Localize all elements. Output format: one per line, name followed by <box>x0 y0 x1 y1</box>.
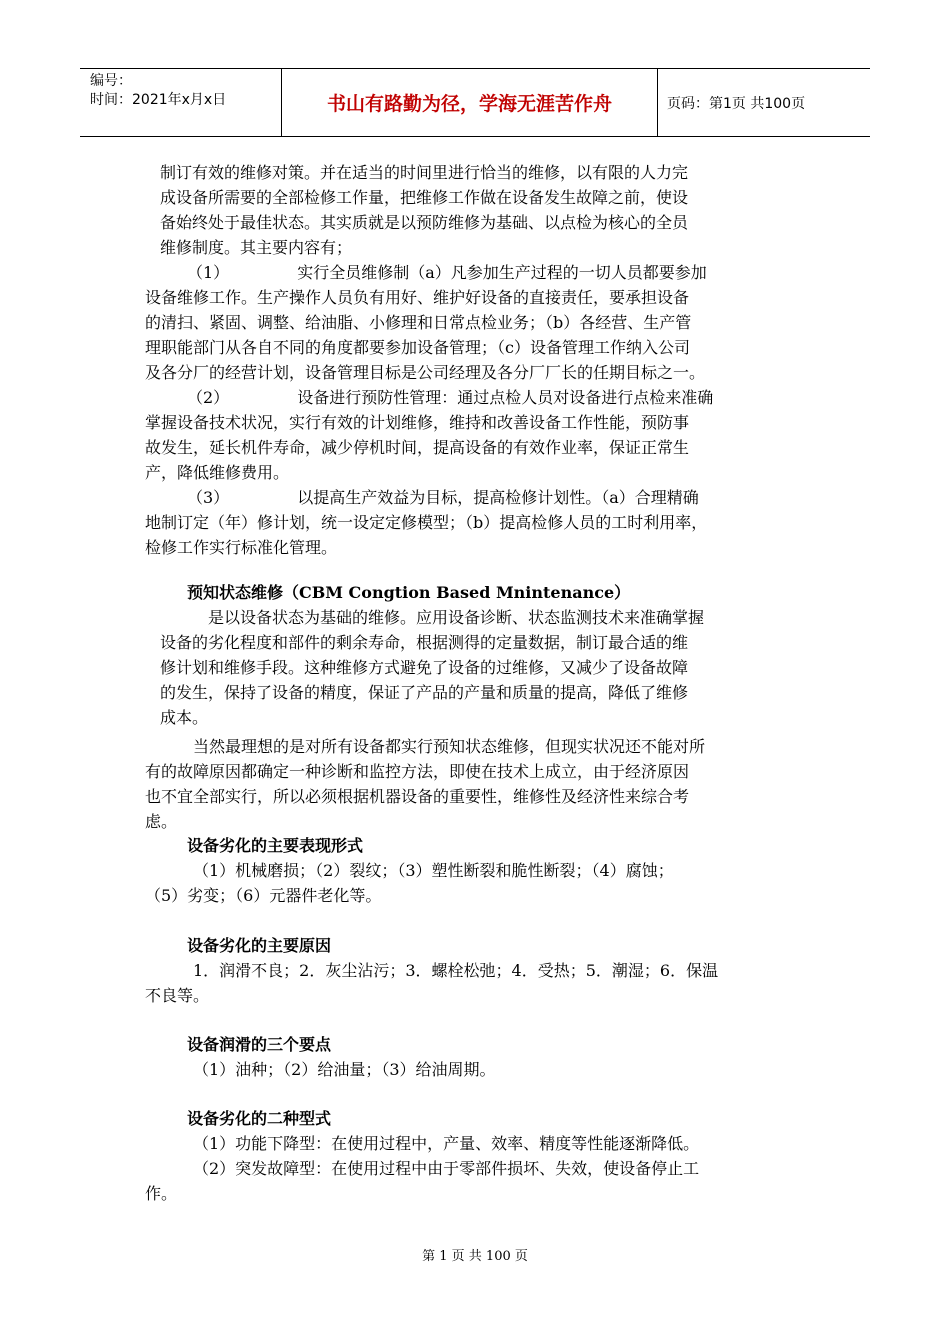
text-line: 掌握设备技术状况，实行有效的计划维修，维持和改善设备工作性能，预防事 <box>145 413 690 432</box>
text-line: 维修制度。其主要内容有； <box>160 238 353 257</box>
section-heading-cbm: 预知状态维修（CBM Congtion Based Mnintenance） <box>187 583 631 602</box>
time-label: 时间：2021年x月x日 <box>90 92 227 108</box>
text-line: 当然最理想的是对所有设备都实行预知状态维修，但现实状况还不能对所 <box>193 737 706 756</box>
text-line: （5）劣变；（6）元器件老化等。 <box>145 886 382 905</box>
text-line: 备始终处于最佳状态。其实质就是以预防维修为基础、以点检为核心的全员 <box>160 213 689 232</box>
section-heading-causes: 设备劣化的主要原因 <box>187 936 332 955</box>
text-line: 检修工作实行标准化管理。 <box>145 538 338 557</box>
header-table <box>80 68 870 137</box>
text-line: （1）功能下降型：在使用过程中，产量、效率、精度等性能逐渐降低。 <box>193 1134 700 1153</box>
text-line: 故发生，延长机件寿命，减少停机时间，提高设备的有效作业率，保证正常生 <box>145 438 690 457</box>
section-heading-types: 设备劣化的二种型式 <box>187 1109 332 1128</box>
section-heading-lubrication: 设备润滑的三个要点 <box>187 1035 332 1054</box>
text-line: 不良等。 <box>145 986 210 1005</box>
text-line: 的清扫、紧固、调整、给油脂、小修理和日常点检业务；（b）各经营、生产管 <box>145 313 692 332</box>
item-text: 设备进行预防性管理：通过点检人员对设备进行点检来准确 <box>297 388 714 407</box>
text-line: （1）机械磨损；（2）裂纹；（3）塑性断裂和脆性断裂；（4）腐蚀； <box>193 861 674 880</box>
text-line: 修计划和维修手段。这种维修方式避免了设备的过维修，又减少了设备故障 <box>160 658 689 677</box>
page-footer: 第 1 页 共 100 页 <box>422 1249 528 1264</box>
list-item-1-first-line <box>187 260 707 285</box>
item-text: 以提高生产效益为目标，提高检修计划性。（a）合理精确 <box>297 488 699 507</box>
text-line: 设备维修工作。生产操作人员负有用好、维护好设备的直接责任，要承担设备 <box>145 288 690 307</box>
text-line: 作。 <box>145 1184 178 1203</box>
item-number: （3） <box>187 488 230 507</box>
header-page-info: 页码：第1页 共100页 <box>667 95 806 112</box>
text-line: 有的故障原因都确定一种诊断和监控方法，即使在技术上成立，由于经济原因 <box>145 762 690 781</box>
list-item-3-first-line <box>187 485 699 510</box>
header-meta <box>80 69 282 136</box>
text-line: 是以设备状态为基础的维修。应用设备诊断、状态监测技术来准确掌握 <box>208 608 705 627</box>
text-line: 产，降低维修费用。 <box>145 463 290 482</box>
text-line: 及各分厂的经营计划，设备管理目标是公司经理及各分厂厂长的任期目标之一。 <box>145 363 706 382</box>
text-line: 1．润滑不良；2．灰尘沾污；3．螺栓松弛；4．受热；5．潮湿；6．保温 <box>193 961 719 980</box>
section-heading-forms: 设备劣化的主要表现形式 <box>187 836 364 855</box>
text-line: （2）突发故障型：在使用过程中由于零部件损坏、失效，使设备停止工 <box>193 1159 700 1178</box>
number-label: 编号： <box>90 73 132 89</box>
text-line: 成设备所需要的全部检修工作量，把维修工作做在设备发生故障之前，使设 <box>160 188 689 207</box>
text-line: 的发生，保持了设备的精度，保证了产品的产量和质量的提高，降低了维修 <box>160 683 689 702</box>
list-item-2-first-line <box>187 385 713 410</box>
text-line: 理职能部门从各自不同的角度都要参加设备管理；（c）设备管理工作纳入公司 <box>145 338 690 357</box>
header-motto: 书山有路勤为径，学海无涯苦作舟 <box>282 69 658 136</box>
item-text: 实行全员维修制（a）凡参加生产过程的一切人员都要参加 <box>297 263 707 282</box>
text-line: 虑。 <box>145 812 178 831</box>
text-line: （1）油种；（2）给油量；（3）给油周期。 <box>193 1060 496 1079</box>
text-line: 成本。 <box>160 708 209 727</box>
item-number: （2） <box>187 388 230 407</box>
item-number: （1） <box>187 263 230 282</box>
text-line: 也不宜全部实行，所以必须根据机器设备的重要性，维修性及经济性来综合考 <box>145 787 690 806</box>
text-line: 地制订定（年）修计划，统一设定定修模型；（b）提高检修人员的工时利用率， <box>145 513 708 532</box>
text-line: 设备的劣化程度和部件的剩余寿命，根据测得的定量数据，制订最合适的维 <box>160 633 689 652</box>
text-line: 制订有效的维修对策。并在适当的时间里进行恰当的维修，以有限的人力完 <box>160 163 689 182</box>
